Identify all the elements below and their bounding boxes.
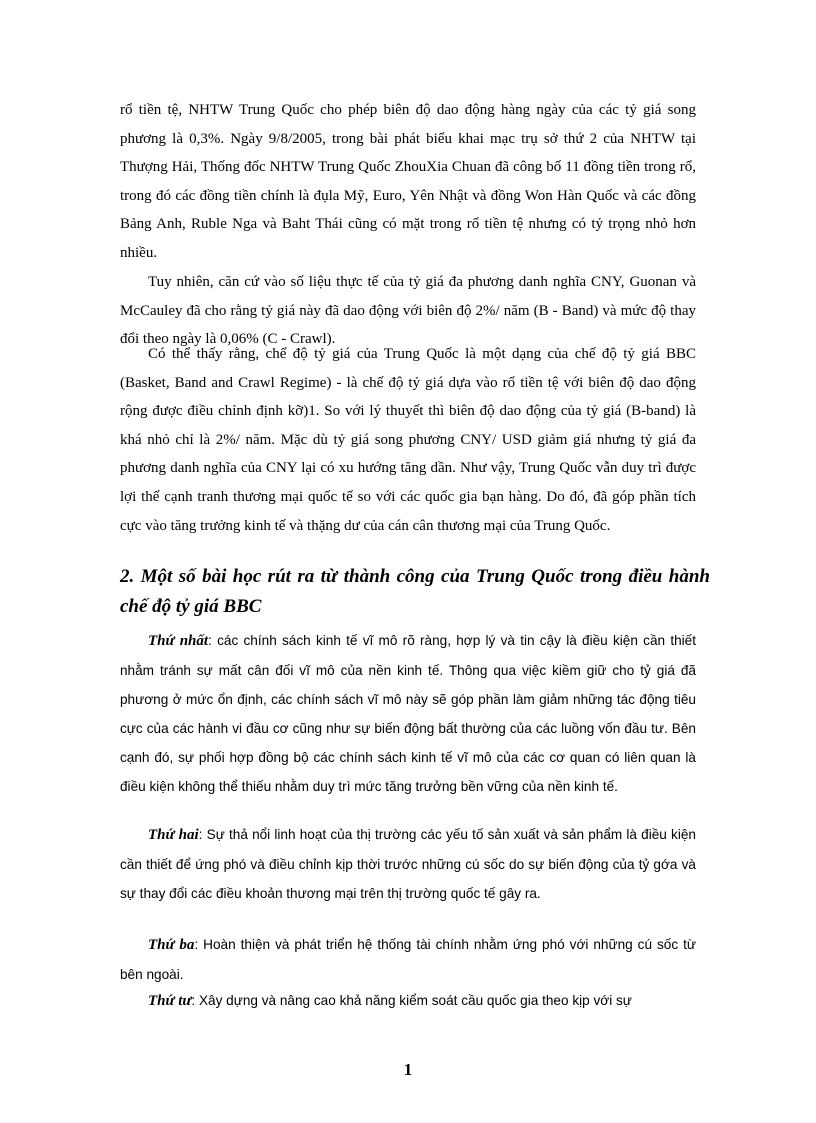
lesson-third	[120, 930, 696, 989]
lesson-fourth	[120, 986, 696, 1016]
lesson-second	[120, 820, 696, 908]
lesson-first	[120, 626, 696, 801]
lesson-third-text: : Hoàn thiện và phát triển hệ thống tài chính nhằm ứng phó với những cú sốc từ bên ngoài.	[120, 937, 696, 982]
lesson-first-text: : các chính sách kinh tế vĩ mô rõ ràng, hợp lý và tin cậy là điều kiện cần thiết nhằm tránh sự mất cân đối vĩ mô của nền kinh tế. Thông qua việc kiềm giữ cho tỷ giá đã phương ở mức ổn định, các chính sách vĩ mô này sẽ góp phần làm giảm những tác động tiêu cực của các hành vi đầu cơ cũng như sự biến động bất thường của các luồng vốn đầu tư. Bên cạnh đó, sự phối hợp đồng bộ các chính sách kinh tế vĩ mô của các cơ quan có liên quan là điều kiện không thể thiếu nhằm duy trì mức tăng trưởng bền vững của nền kinh tế.	[120, 633, 697, 794]
paragraph-bbc-regime: Có thể thấy rằng, chế độ tỷ giá của Trung Quốc là một dạng của chế độ tỷ giá BBC (Basket, Band and Crawl Regime) - là chế độ tỷ giá dựa vào rổ tiền tệ với biên độ dao động rộng được điều chỉnh định kỡ)1. So với lý thuyết thì biên độ dao động của tỷ giá (B-band) là khá nhỏ chỉ là 2%/ năm. Mặc dù tỷ giá song phương CNY/ USD giảm giá nhưng tỷ giá đa phương danh nghĩa của CNY lại có xu hướng tăng dần. Như vậy, Trung Quốc vẫn duy trì được lợi thế cạnh tranh thương mại quốc tế so với các quốc gia bạn hàng. Do đó, đã góp phần tích cực vào tăng trưởng kinh tế và thặng dư của cán cân thương mại của Trung Quốc.	[120, 346, 696, 534]
page-number: 1	[403, 1060, 413, 1079]
lesson-fourth-text: : Xây dựng và nâng cao khả năng kiểm soát cầu quốc gia theo kịp với sự	[191, 993, 632, 1008]
lesson-fourth-lead: Thứ tư	[148, 993, 192, 1009]
lesson-second-text: : Sự thả nổi linh hoạt của thị trường các yếu tố sản xuất và sản phẩm là điều kiện cần thiết để ứng phó và điều chỉnh kịp thời trước những cú sốc do sự biến động của tỷ gớa và sự thay đổi các điều khoản thương mại trên thị trường quốc tế gây ra.	[120, 827, 696, 901]
lesson-first-lead: Thứ nhất	[148, 633, 209, 649]
paragraph-basket-currencies: rổ tiền tệ, NHTW Trung Quốc cho phép biên độ dao động hàng ngày của các tỷ giá song phương là 0,3%. Ngày 9/8/2005, trong bài phát biểu khai mạc trụ sở thứ 2 của NHTW tại Thượng Hải, Thống đốc NHTW Trung Quốc ZhouXia Chuan đã công bố 11 đồng tiền trong rổ, trong đó các đồng tiền chính là đụla Mỹ, Euro, Yên Nhật và đồng Won Hàn Quốc và các đồng Bảng Anh, Ruble Nga và Baht Thái cũng có mặt trong rổ tiền tệ nhưng có tỷ trọng nhỏ hơn nhiều.	[120, 102, 696, 261]
section-heading: 2. Một số bài học rút ra từ thành công của Trung Quốc trong điều hành chế độ tỷ giá BBC	[120, 566, 710, 617]
lesson-third-lead: Thứ ba	[148, 937, 195, 953]
paragraph-multilateral-rate: Tuy nhiên, căn cứ vào số liệu thực tế của tỷ giá đa phương danh nghĩa CNY, Guonan và McCauley đã cho rằng tỷ giá này đã dao động với biên độ 2%/ năm (B - Band) và mức độ thay đổi theo ngày là 0,06% (C - Crawl).	[120, 274, 696, 348]
lesson-second-lead: Thứ hai	[148, 827, 199, 843]
